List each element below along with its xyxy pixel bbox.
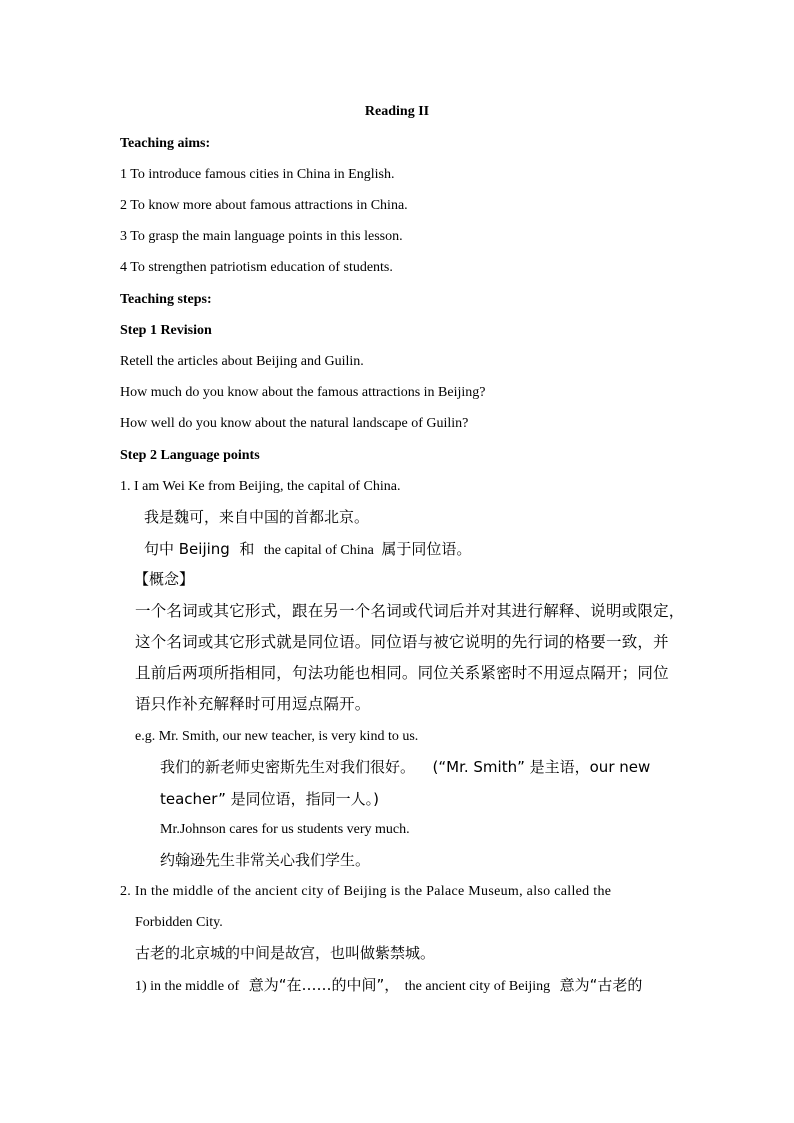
point2-sub1-a: 1) in the middle of [135,979,240,994]
point2-sub1 [135,975,642,997]
example2-translation: 约翰逊先生非常关心我们学生。 [160,851,371,869]
concept-line: 这个名词或其它形式就是同位语。同位语与被它说明的先行词的格要一致，并 [135,633,669,651]
point2-sub1-d: 意为“古老的 [559,976,643,994]
step1-heading: Step 1 Revision [120,323,212,338]
point2-sentence-line1: 2. In the middle of the ancient city of Beijing is the Palace Museum, also called the [120,884,612,899]
concept-line: 且前后两项所指相同，句法功能也相同。同位关系紧密时不用逗点隔开；同位 [135,664,669,682]
aim-item: 4 To strengthen patriotism education of students. [120,260,393,275]
point2-sentence-line2: Forbidden City. [135,915,223,930]
concept-line: 语只作补充解释时可用逗点隔开。 [135,695,371,713]
point1-note-b: 和 [239,540,255,558]
point1-note-a: 句中 Beijing [144,540,230,558]
example1-cn-c: teacher” 是同位语，指同一人。) [160,790,379,808]
step1-line: Retell the articles about Beijing and Guilin. [120,354,364,369]
example1-cn-b: (“Mr. Smith” 是主语，our new [432,758,651,776]
example2: Mr.Johnson cares for us students very much. [160,822,410,837]
point1-note [144,539,471,561]
aim-item: 3 To grasp the main language points in this lesson. [120,229,403,244]
step1-line: How well do you know about the natural landscape of Guilin? [120,416,469,431]
point2-translation: 古老的北京城的中间是故宫，也叫做紫禁城。 [135,944,436,962]
point2-sub1-b: 意为“在……的中间”， [248,976,400,994]
example1-cn-a: 我们的新老师史密斯先生对我们很好。 [160,758,416,776]
point1-translation: 我是魏可，来自中国的首都北京。 [144,508,370,526]
page-title: Reading II [364,104,430,119]
point1-sentence: 1. I am Wei Ke from Beijing, the capital of China. [120,479,401,494]
concept-label: 【概念】 [134,570,195,588]
point2-sub1-c: the ancient city of Beijing [404,979,551,994]
teaching-steps-heading: Teaching steps: [120,292,212,307]
aim-item: 1 To introduce famous cities in China in English. [120,167,395,182]
step2-heading: Step 2 Language points [120,448,260,463]
example1-translation [160,757,650,779]
example1: e.g. Mr. Smith, our new teacher, is very kind to us. [135,729,419,744]
point1-note-c: the capital of China [263,543,374,558]
step1-line: How much do you know about the famous attractions in Beijing? [120,385,486,400]
point1-note-d: 属于同位语。 [381,540,472,558]
aim-item: 2 To know more about famous attractions in China. [120,198,408,213]
teaching-aims-heading: Teaching aims: [120,136,211,151]
concept-line: 一个名词或其它形式，跟在另一个名词或代词后并对其进行解释、说明或限定， [135,602,685,620]
